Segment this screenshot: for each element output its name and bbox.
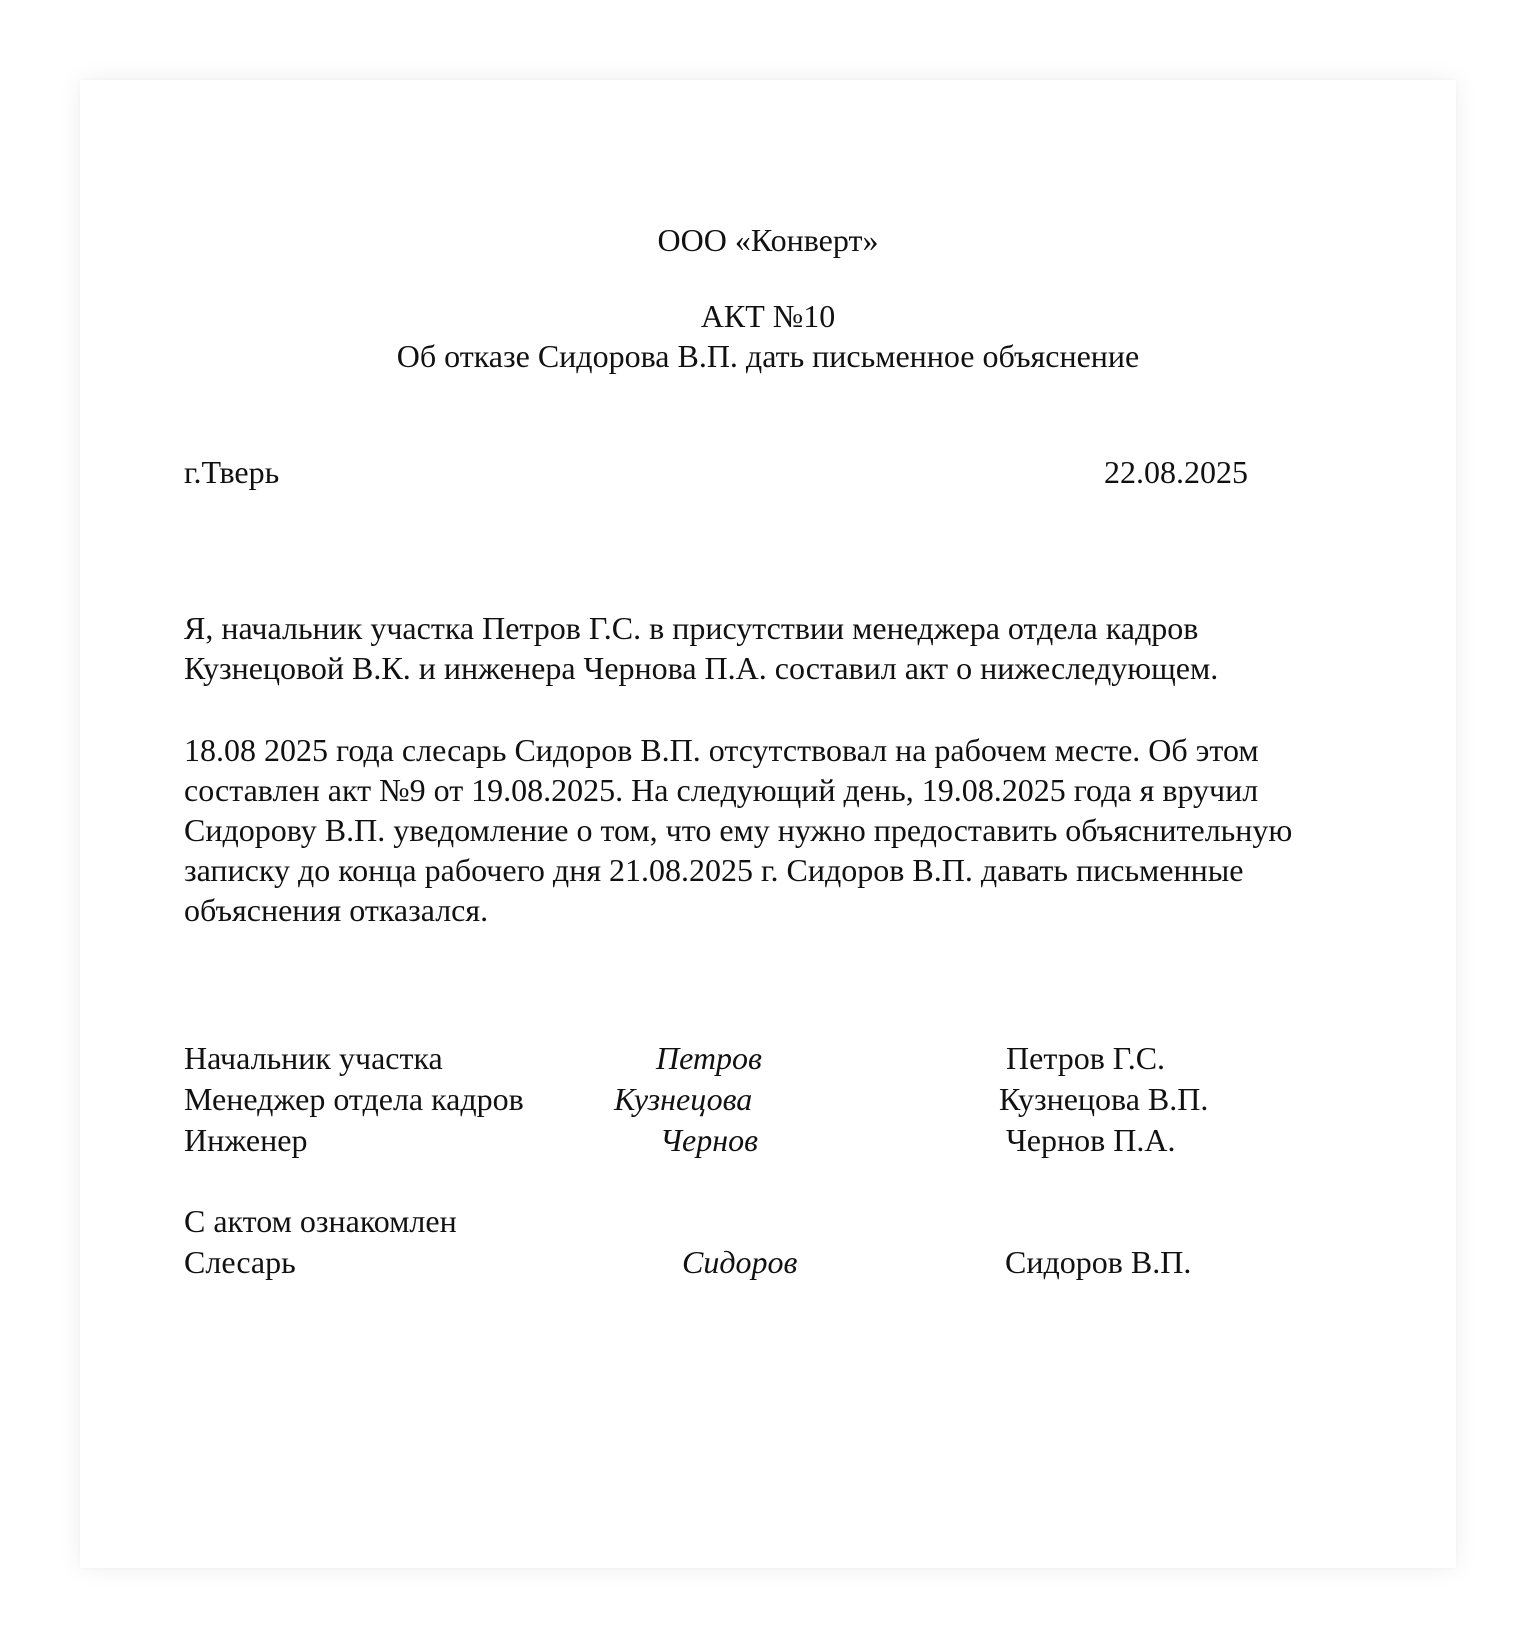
document-subtitle: Об отказе Сидорова В.П. дать письменное объяснение xyxy=(396,338,1140,374)
paragraph-line: 18.08 2025 года слесарь Сидоров В.П. отсутствовал на рабочем месте. Об этом xyxy=(184,732,1259,768)
paragraph-line: Кузнецовой В.К. и инженера Чернова П.А. составил акт о нижеследующем. xyxy=(184,650,1219,686)
acknowledgement-name: Сидоров В.П. xyxy=(1005,1244,1192,1280)
handwritten-signature: Кузнецова xyxy=(614,1081,753,1117)
acknowledgement-label: С актом ознакомлен xyxy=(184,1203,457,1239)
paragraph-body xyxy=(184,730,1384,930)
document-title: АКТ №10 xyxy=(700,298,836,334)
paragraph-line: записку до конца рабочего дня 21.08.2025 г. Сидоров В.П. давать письменные xyxy=(184,852,1244,888)
signer-position: Менеджер отдела кадров xyxy=(184,1081,524,1117)
signer-name: Чернов П.А. xyxy=(1006,1122,1176,1158)
paragraph-line: составлен акт №9 от 19.08.2025. На следующий день, 19.08.2025 года я вручил xyxy=(184,772,1259,808)
paragraph-intro xyxy=(184,608,1384,688)
organization-name: ООО «Конверт» xyxy=(657,222,879,258)
handwritten-signature: Петров xyxy=(656,1040,762,1076)
signer-position: Инженер xyxy=(184,1122,308,1158)
paragraph-line: объяснения отказался. xyxy=(184,892,489,928)
signer-name: Петров Г.С. xyxy=(1006,1040,1166,1076)
acknowledgement-position: Слесарь xyxy=(184,1244,296,1280)
paragraph-line: Сидорову В.П. уведомление о том, что ему нужно предоставить объяснительную xyxy=(184,812,1293,848)
paragraph-line: Я, начальник участка Петров Г.С. в присутствии менеджера отдела кадров xyxy=(184,610,1199,646)
handwritten-signature: Сидоров xyxy=(682,1244,798,1280)
handwritten-signature: Чернов xyxy=(660,1122,759,1158)
city: г.Тверь xyxy=(184,454,280,490)
document-date: 22.08.2025 xyxy=(1104,454,1248,490)
signer-position: Начальник участка xyxy=(184,1040,443,1076)
document-page xyxy=(80,80,1456,1568)
signer-name: Кузнецова В.П. xyxy=(999,1081,1209,1117)
